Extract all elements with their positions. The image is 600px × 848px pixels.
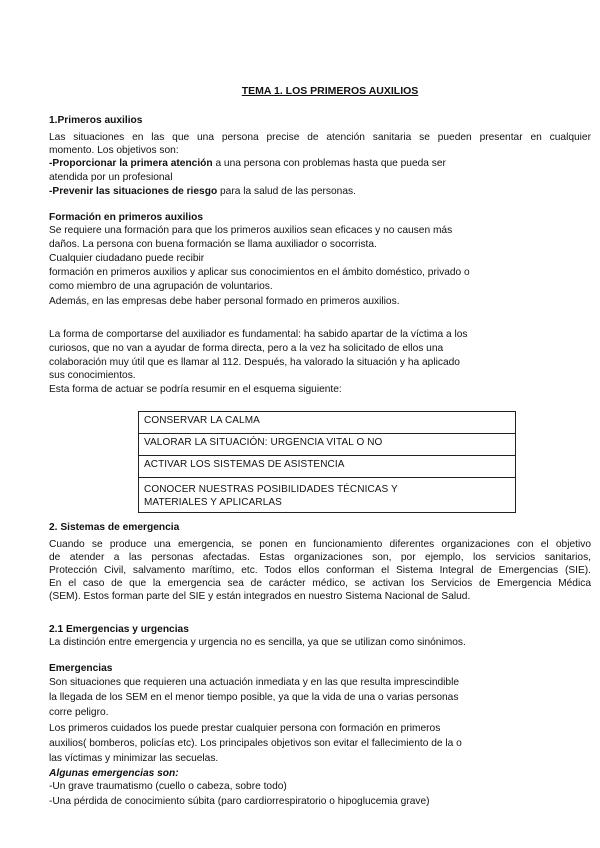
comportamiento-line2: curiosos, que no van a ayudar de forma directa, pero a la vez ha solicitado de ellos una [49,343,444,354]
emergencia-example-1: -Un grave traumatismo (cuello o cabeza, sobre todo) [49,781,287,792]
objective-2 [49,185,356,198]
section2-line4: En el caso de que la emergencia sea de carácter médico, se activan los Servicios de Emergencia Médica [49,578,591,589]
emergencias-line2: la llegada de los SEM en el menor tiempo posible, ya que la vida de una o varias personas [49,692,459,703]
objective-1 [49,157,446,170]
scheme-row: VALORAR LA SITUACIÓN: URGENCIA VITAL O NO [139,434,515,456]
section2-line5: (SEM). Estos forman parte del SIE y están integrados en nuestro Sistema Nacional de Salud. [49,591,471,602]
scheme-table [138,411,516,513]
section2-line3: Protección Civil, salvamento marítimo, etc. Todos ellos conforman el Sistema Integral de Emergencias (SIE). [49,565,591,576]
scheme-row-line2: MATERIALES Y APLICARLAS [144,496,282,508]
section2-heading: 2. Sistemas de emergencia [49,522,180,533]
section2-line2: de atender a las personas afectadas. Estas organizaciones son, por ejemplo, los servicios sanitarios, [49,552,591,563]
comportamiento-line5: Esta forma de actuar se podría resumir en el esquema siguiente: [49,384,342,395]
scheme-row: CONSERVAR LA CALMA [139,412,515,434]
emergencias-line6: las víctimas y minimizar las secuelas. [49,753,219,764]
objective-2-rest: para la salud de las personas. [217,186,356,197]
page-title: TEMA 1. LOS PRIMEROS AUXILIOS [241,85,419,97]
section2-line1: Cuando se produce una emergencia, se ponen en funcionamiento diferentes organizaciones con el objetivo [49,539,591,550]
comportamiento-line3: colaboración muy útil que es llamar al 112. Después, ha valorado la situación y ha aplicado [49,357,460,368]
emergencias-line4: Los primeros cuidados los puede prestar cualquier persona con formación en primeros [49,723,441,734]
formacion-line6: Además, en las empresas debe haber personal formado en primeros auxilios. [49,296,400,307]
comportamiento-line1: La forma de comportarse del auxiliador es fundamental: ha sabido apartar de la víctima a los [49,329,468,340]
emergencias-examples-heading: Algunas emergencias son: [49,768,179,779]
formacion-line4: formación en primeros auxilios y aplicar sus conocimientos en el ámbito doméstico, privado o [49,267,470,278]
emergencia-example-2: -Una pérdida de conocimiento súbita (paro cardiorrespiratorio o hipoglucemia grave) [49,796,430,807]
scheme-row-line1: CONOCER NUESTRAS POSIBILIDADES TÉCNICAS Y [144,484,398,495]
scheme-row [139,478,515,512]
formacion-heading: Formación en primeros auxilios [49,212,203,223]
objective-1-line2: atendida por un profesional [49,172,173,183]
formacion-line1: Se requiere una formación para que los primeros auxilios sean eficaces y no causen más [49,225,453,236]
emergencias-line5: auxilios( bomberos, policías etc). Los principales objetivos son evitar el fallecimiento de la o [49,738,462,749]
emergencias-heading: Emergencias [49,663,113,674]
formacion-line5: como miembro de una agrupación de voluntarios. [49,281,273,292]
emergencias-line1: Son situaciones que requieren una actuación inmediata y en las que resulta imprescindible [49,677,460,688]
section1-intro-line1: Las situaciones en las que una persona precise de atención sanitaria se pueden presentar en cualquier [49,132,591,143]
objective-1-bold: -Proporcionar la primera atención [49,158,213,169]
scheme-row: ACTIVAR LOS SISTEMAS DE ASISTENCIA [139,456,515,478]
section21-line1: La distinción entre emergencia y urgencia no es sencilla, ya que se utilizan como sinónimos. [49,637,466,648]
formacion-line3: Cualquier ciudadano puede recibir [49,253,205,264]
section21-heading: 2.1 Emergencias y urgencias [49,624,189,635]
objective-2-bold: -Prevenir las situaciones de riesgo [49,186,218,197]
section1-heading: 1.Primeros auxilios [49,115,143,126]
section1-intro-line2: momento. Los objetivos son: [49,145,179,156]
objective-1-rest: a una persona con problemas hasta que pueda ser [212,158,446,169]
formacion-line2: daños. La persona con buena formación se llama auxiliador o socorrista. [49,239,377,250]
emergencias-line3: corre peligro. [49,707,109,718]
comportamiento-line4: sus conocimientos. [49,370,136,381]
